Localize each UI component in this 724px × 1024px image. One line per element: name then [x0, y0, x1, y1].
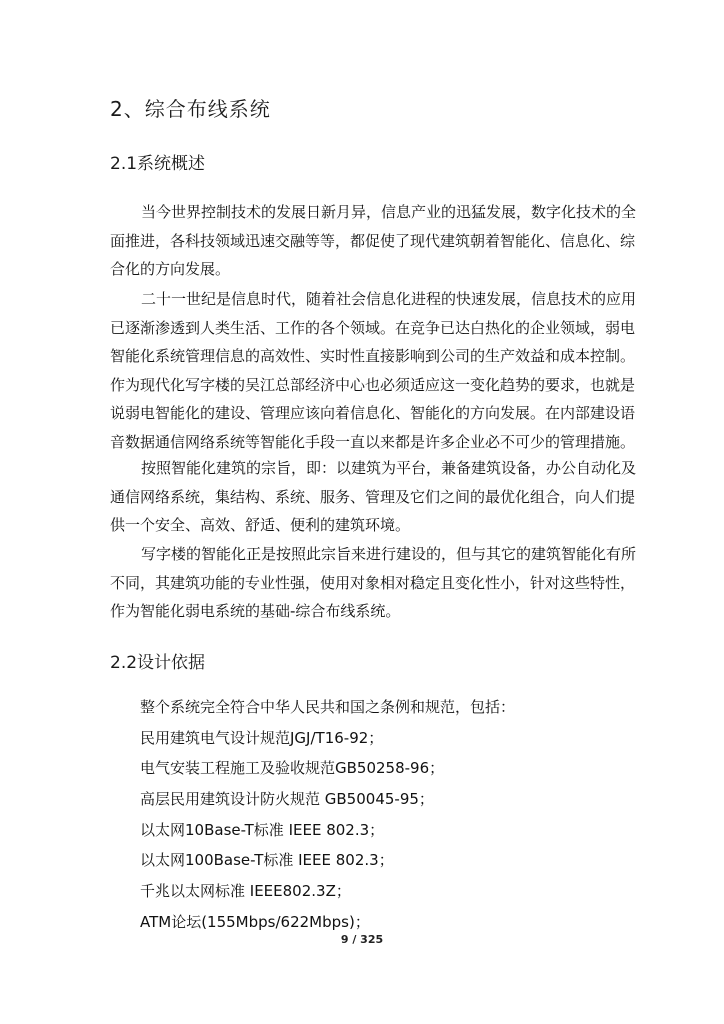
list-item: 以太网100Base-T标准 IEEE 802.3； — [140, 851, 394, 870]
text-line: 作为智能化弱电系统的基础-综合布线系统。 — [110, 602, 401, 621]
standards-list — [140, 696, 515, 942]
list-item: 整个系统完全符合中华人民共和国之条例和规范，包括： — [140, 698, 516, 716]
text-line: 供一个安全、高效、舒适、便利的建筑环境。 — [110, 516, 411, 535]
list-item: 民用建筑电气设计规范JGJ/T16-92； — [140, 728, 384, 747]
paragraph — [110, 285, 637, 457]
text-line: 说弱电智能化的建设、管理应该向着信息化、智能化的方向发展。在内部建设语 — [110, 404, 636, 423]
text-line: 当今世界控制技术的发展日新月异，信息产业的迅猛发展，数字化技术的全 — [141, 203, 637, 221]
paragraph — [110, 454, 637, 540]
text-line: 合化的方向发展。 — [110, 260, 231, 279]
page-number: 9 / 325 — [340, 933, 384, 946]
list-item: 以太网10Base-T标准 IEEE 802.3； — [140, 820, 385, 839]
list-item: 千兆以太网标准 IEEE802.3Z； — [140, 882, 351, 901]
section-heading: 2、综合布线系统 — [110, 97, 271, 121]
list-item: 电气安装工程施工及验收规范GB50258-96； — [140, 759, 445, 778]
subsection-heading-overview: 2.1系统概述 — [110, 154, 206, 174]
subsection-heading-design-basis: 2.2设计依据 — [110, 653, 206, 673]
text-line: 作为现代化写字楼的吴江总部经济中心也必须适应这一变化趋势的要求，也就是 — [110, 375, 636, 394]
list-item: 高层民用建筑设计防火规范 GB50045-95； — [140, 790, 434, 809]
text-line: 通信网络系统，集结构、系统、服务、管理及它们之间的最优化组合，向人们提 — [110, 487, 636, 506]
text-line: 面推进，各科技领域迅速交融等等，都促使了现代建筑朝着智能化、信息化、综 — [110, 231, 636, 250]
text-line: 按照智能化建筑的宗旨，即：以建筑为平台，兼备建筑设备，办公自动化及 — [141, 459, 637, 477]
list-item: ATM论坛(155Mbps/622Mbps)； — [140, 912, 370, 931]
text-line: 音数据通信网络系统等智能化手段一直以来都是许多企业必不可少的管理措施。 — [110, 432, 636, 451]
paragraph — [110, 540, 637, 626]
text-line: 二十一世纪是信息时代，随着社会信息化进程的快速发展，信息技术的应用 — [141, 290, 637, 308]
text-line: 不同，其建筑功能的专业性强，使用对象相对稳定且变化性小，针对这些特性， — [110, 573, 636, 592]
text-line: 写字楼的智能化正是按照此宗旨来进行建设的，但与其它的建筑智能化有所 — [141, 545, 637, 563]
text-line: 已逐渐渗透到人类生活、工作的各个领域。在竞争已达白热化的企业领域，弱电 — [110, 318, 636, 337]
text-line: 智能化系统管理信息的高效性、实时性直接影响到公司的生产效益和成本控制。 — [110, 347, 636, 366]
paragraph — [110, 198, 637, 284]
